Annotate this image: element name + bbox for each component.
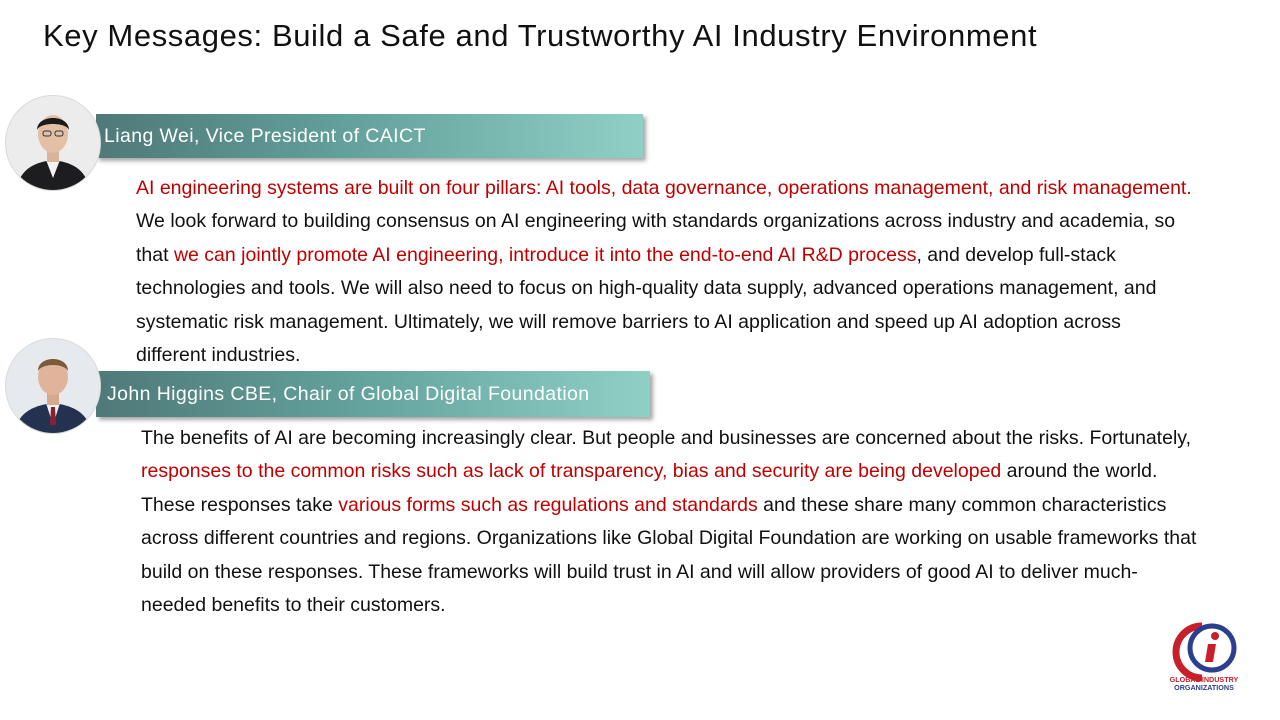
speaker-2-name-banner xyxy=(96,371,650,417)
person-photo-icon xyxy=(6,96,100,190)
quote-2-segment-3: around the world. These responses take xyxy=(141,460,1158,516)
logo-wordmark xyxy=(1160,676,1248,692)
person-photo-icon xyxy=(6,339,100,433)
slide-title: Key Messages: Build a Safe and Trustworthy AI Industry Environment xyxy=(43,18,1038,53)
speaker-1-avatar xyxy=(6,96,100,190)
quote-1-segment-1: AI engineering systems are built on four pillars: AI tools, data governance, operations management, and risk management. xyxy=(136,177,1192,199)
speaker-2-name: John Higgins CBE, Chair of Global Digital Foundation xyxy=(107,382,590,405)
quote-2-segment-2: responses to the common risks such as lack of transparency, bias and security are being developed xyxy=(141,460,1002,483)
quote-2-segment-5: and these share many common characteristics across different countries and regions. Organizations like Global Digital Foundation are working on usable frameworks that build on these responses. These frameworks will build trust in AI and will allow providers of good AI to deliver much-needed benefits to their customers. xyxy=(141,493,1197,617)
quote-2-segment-4: various forms such as regulations and standards xyxy=(338,493,758,516)
quote-1-segment-3: we can jointly promote AI engineering, introduce it into the end-to-end AI R&D process xyxy=(173,243,917,266)
speaker-1-quote xyxy=(136,172,1196,372)
speaker-2-avatar xyxy=(6,339,100,433)
quote-2-segment-1: The benefits of AI are becoming increasingly clear. But people and businesses are concerned about the risks. Fortunately, xyxy=(141,427,1192,449)
quote-1-segment-2: We look forward to building consensus on AI engineering with standards organizations across industry and academia, so that xyxy=(136,210,1176,266)
quote-1-segment-4: , and develop full-stack technologies and tools. We will also need to focus on high-quality data supply, advanced operations management, and systematic risk management. Ultimately, we will remove barriers to AI application and speed up AI adoption across different industries. xyxy=(136,243,1157,367)
logo-line-1: GLOBAL INDUSTRY xyxy=(1169,675,1239,684)
logo-line-2: ORGANIZATIONS xyxy=(1174,683,1234,692)
speaker-2-quote xyxy=(141,422,1201,622)
speaker-1-name: Liang Wei, Vice President of CAICT xyxy=(104,124,426,147)
speaker-1-name-banner xyxy=(96,114,643,158)
